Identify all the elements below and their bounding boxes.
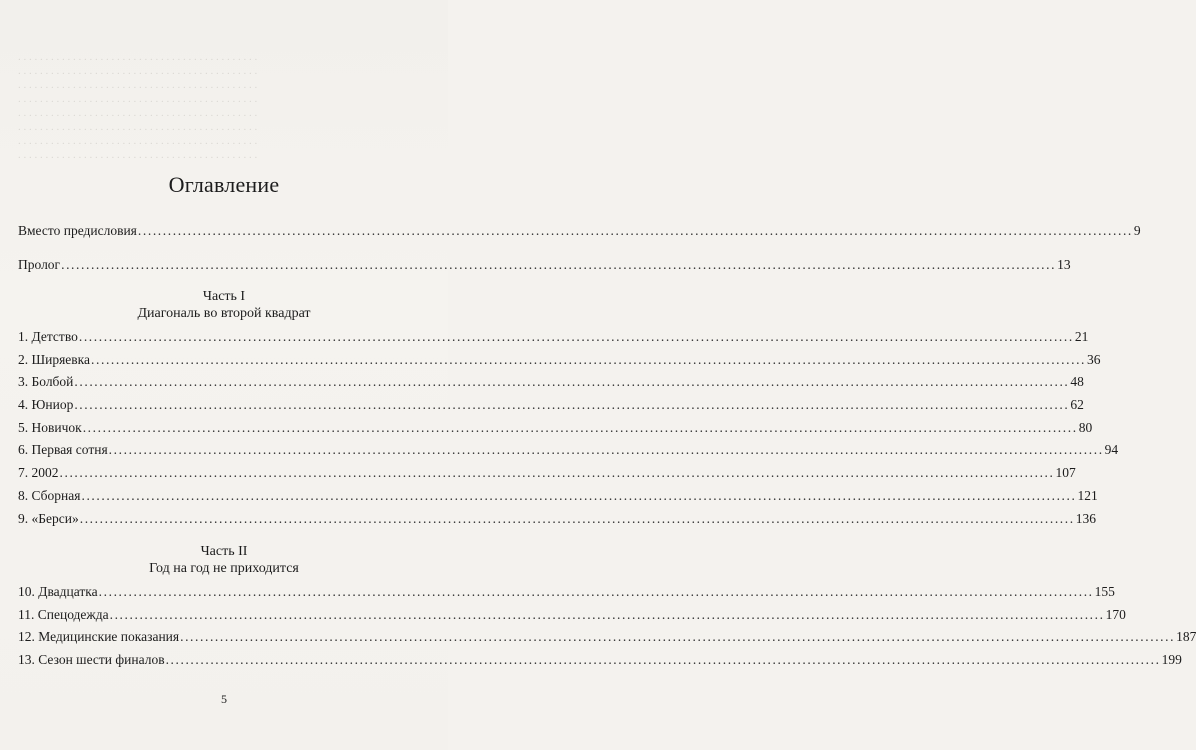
toc-entry	[18, 628, 1196, 646]
part-title: Диагональ во второй квадрат	[137, 306, 311, 321]
dot-leader: ........................................................................................................................................................................................................	[91, 352, 1087, 367]
toc-entry-label: 11. Спецодежда	[18, 607, 109, 622]
toc-entry-page: 80	[1078, 420, 1093, 435]
toc-entry	[18, 510, 1096, 528]
dot-leader: ........................................................................................................................................................................................................	[59, 465, 1055, 480]
toc-entry-label: 1. Детство	[18, 329, 78, 344]
toc-entry-label: 2. Ширяевка	[18, 352, 91, 367]
toc-entry	[18, 328, 1089, 346]
dot-leader: ........................................................................................................................................................................................................	[82, 420, 1078, 435]
dot-leader: ........................................................................................................................................................................................................	[79, 511, 1075, 526]
toc-entry-label: Вместо предисловия	[18, 223, 137, 238]
toc-entry-preface	[18, 222, 1141, 240]
toc-entry-label: 9. «Берси»	[18, 511, 79, 526]
dot-leader: ........................................................................................................................................................................................................	[98, 584, 1094, 599]
part-label: Часть II	[200, 544, 248, 559]
dot-leader: ........................................................................................................................................................................................................	[78, 329, 1074, 344]
toc-entry	[18, 396, 1084, 414]
toc-entry-page: 107	[1055, 465, 1076, 480]
dot-leader: ........................................................................................................................................................................................................	[81, 488, 1077, 503]
toc-entry-label: 8. Сборная	[18, 488, 81, 503]
toc-entry-page: 170	[1105, 607, 1126, 622]
toc-entry-page: 136	[1075, 511, 1096, 526]
dot-leader: ........................................................................................................................................................................................................	[74, 397, 1070, 412]
toc-entry-page: 13	[1057, 257, 1071, 272]
toc-entry-page: 155	[1094, 584, 1115, 599]
toc-entry-page: 199	[1161, 652, 1182, 667]
toc-entry-page: 121	[1077, 488, 1098, 503]
part-label: Часть I	[202, 289, 246, 304]
page-title: Оглавление	[168, 172, 280, 197]
toc-entry-page: 36	[1087, 352, 1101, 367]
toc-entry-page: 48	[1070, 374, 1084, 389]
toc-entry	[18, 606, 1126, 624]
dot-leader: ........................................................................................................................................................................................................	[165, 652, 1161, 667]
toc-entry-label: 10. Двадцатка	[18, 584, 98, 599]
toc-entry	[18, 583, 1115, 601]
toc-entry-label: 3. Болбой	[18, 374, 74, 389]
toc-entry-page: 9	[1133, 223, 1141, 238]
toc-entry-label: 5. Новичок	[18, 420, 82, 435]
dot-leader: ........................................................................................................................................................................................................	[109, 607, 1105, 622]
toc-entry	[18, 441, 1119, 459]
toc-entry	[18, 487, 1098, 505]
toc-entry-label: 13. Сезон шести финалов	[18, 652, 165, 667]
toc-entry-page: 187	[1176, 629, 1196, 644]
toc-entry	[18, 351, 1101, 369]
toc-entry-label: 7. 2002	[18, 465, 59, 480]
toc-entry	[18, 651, 1182, 669]
page-number: 5	[221, 692, 227, 706]
toc-entry-prologue	[18, 256, 1071, 274]
dot-leader: ........................................................................................................................................................................................................	[180, 629, 1176, 644]
dot-leader: ........................................................................................................................................................................................................	[108, 442, 1104, 457]
toc-entry-label: 12. Медицинские показания	[18, 629, 180, 644]
toc-entry-label: Пролог	[18, 257, 61, 272]
toc-entry	[18, 464, 1076, 482]
dot-leader: ........................................................................................................................................................................................................	[137, 223, 1133, 238]
toc-entry-label: 6. Первая сотня	[18, 442, 108, 457]
toc-entry	[18, 419, 1093, 437]
show-through-text: . . . . . . . . . . . . . . . . . . . . . . . . . . . . . . . . . . . . . . . . . . . . . . . . . . . . . . . . . . . . . . . . . . . . . . . . . . . . . . . . . . . . . . . . . . . . . . . . . . . . . . . . . . . . . . . . . . . . . . . . . . . . . . . . . . . . . . . . . . . . . . . . . . . . . . . . . . . . . . . . . . . . . . . . . . . . . . . . . . . . . . . . . . . . . . . . . . . . . . . . . . . . . . . . . . . . . . . . . . . . . . . . . . . . . . . . . . . . . . . . . . . . . . . . . . . . . . . . . . . . . . . . . . . . . . . . . . . . . . . . . . . . . . . . . . . . . . . . . . . . . . . . . . . . . . . . . . . . . . . . . . . . . . . . . . . . . . . . . . . . . . . . . . . . . . . .	[18, 51, 258, 161]
dot-leader: ........................................................................................................................................................................................................	[61, 257, 1057, 272]
toc-entry-page: 94	[1104, 442, 1119, 457]
toc-entry-page: 21	[1074, 329, 1089, 344]
dot-leader: ........................................................................................................................................................................................................	[74, 374, 1070, 389]
part-title: Год на год не приходится	[149, 561, 299, 576]
toc-entry	[18, 373, 1084, 391]
toc-entry-label: 4. Юниор	[18, 397, 74, 412]
toc-entry-page: 62	[1070, 397, 1084, 412]
